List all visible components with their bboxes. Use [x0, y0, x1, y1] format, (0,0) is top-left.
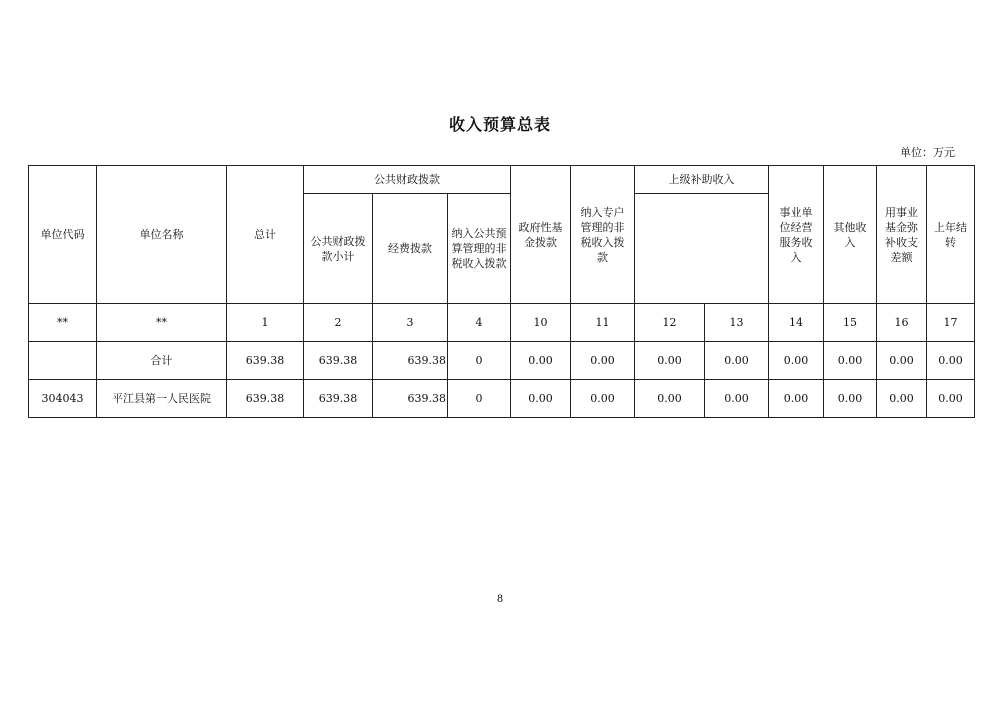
table-cell: 15 [824, 304, 877, 342]
header-other-income [824, 166, 877, 304]
unit-label: 单位：万元 [900, 146, 955, 159]
table-cell: 1 [227, 304, 304, 342]
table-cell: 0.00 [635, 380, 705, 418]
table-cell: 10 [511, 304, 571, 342]
header-business-service-income [769, 166, 824, 304]
header-non-tax-public-budget [448, 194, 511, 304]
header-public-finance-subtotal [304, 194, 373, 304]
table-cell: 4 [448, 304, 511, 342]
table-cell: 0.00 [769, 342, 824, 380]
table-cell: 16 [877, 304, 927, 342]
table-cell: 0 [448, 380, 511, 418]
page-number: 8 [496, 594, 504, 605]
table-cell: 639.38 [304, 380, 373, 418]
table-cell: 0.00 [705, 342, 769, 380]
table-cell: 合计 [97, 342, 227, 380]
header-non-tax-special-account-text: 纳入专户管理的非税收入拨款 [580, 205, 625, 264]
table-cell: 17 [927, 304, 975, 342]
table-cell: 0.00 [511, 342, 571, 380]
header-other-income-text: 其他收入 [833, 220, 867, 249]
table-cell: 639.38 [373, 342, 448, 380]
table-cell: 0.00 [511, 380, 571, 418]
header-public-finance-subtotal-text: 公共财政拨款小计 [310, 234, 366, 263]
table-cell: 639.38 [227, 342, 304, 380]
table-cell: 0.00 [927, 380, 975, 418]
table-cell: 11 [571, 304, 635, 342]
table-cell: ** [97, 304, 227, 342]
table-cell: 3 [373, 304, 448, 342]
table-row-index [29, 304, 975, 342]
header-prior-year-carryover [927, 166, 975, 304]
table-cell: 平江县第一人民医院 [97, 380, 227, 418]
header-non-tax-public-budget-text: 纳入公共预算管理的非税收入拨款 [451, 227, 507, 270]
table-row-total [29, 342, 975, 380]
header-total: 总计 [227, 166, 304, 304]
header-gov-fund-allocation [511, 166, 571, 304]
table-cell: 0.00 [769, 380, 824, 418]
header-business-service-income-text: 事业单位经营服务收入 [779, 205, 813, 264]
table-cell: 0 [448, 342, 511, 380]
table-cell: 12 [635, 304, 705, 342]
table-row [29, 380, 975, 418]
table-cell: 0.00 [877, 380, 927, 418]
header-unit-code: 单位代码 [29, 166, 97, 304]
table-cell: 639.38 [304, 342, 373, 380]
table-cell: 0.00 [571, 380, 635, 418]
table-cell: 0.00 [635, 342, 705, 380]
table-cell: 0.00 [877, 342, 927, 380]
table-cell: 0.00 [927, 342, 975, 380]
table-cell [29, 342, 97, 380]
table-cell: 304043 [29, 380, 97, 418]
table-cell: 639.38 [373, 380, 448, 418]
table-cell: 0.00 [571, 342, 635, 380]
table-cell: 0.00 [824, 380, 877, 418]
header-unit-name: 单位名称 [97, 166, 227, 304]
header-non-tax-special-account [571, 166, 635, 304]
table-cell: 2 [304, 304, 373, 342]
income-budget-table [28, 165, 975, 418]
table-cell: ** [29, 304, 97, 342]
table-cell: 639.38 [227, 380, 304, 418]
table-cell: 0.00 [705, 380, 769, 418]
header-superior-subsidy-spacer [635, 194, 769, 304]
header-gov-fund-allocation-text: 政府性基金拨款 [518, 220, 563, 249]
header-business-fund-gap [877, 166, 927, 304]
header-prior-year-carryover-text: 上年结转 [934, 220, 968, 249]
table-cell: 14 [769, 304, 824, 342]
header-superior-subsidy-group: 上级补助收入 [635, 166, 769, 194]
header-funding-allocation: 经费拨款 [373, 194, 448, 304]
table-cell: 13 [705, 304, 769, 342]
document-title: 收入预算总表 [448, 115, 551, 134]
table-cell: 0.00 [824, 342, 877, 380]
header-public-finance-group: 公共财政拨款 [304, 166, 511, 194]
header-business-fund-gap-text: 用事业基金弥补收支差额 [885, 205, 919, 264]
